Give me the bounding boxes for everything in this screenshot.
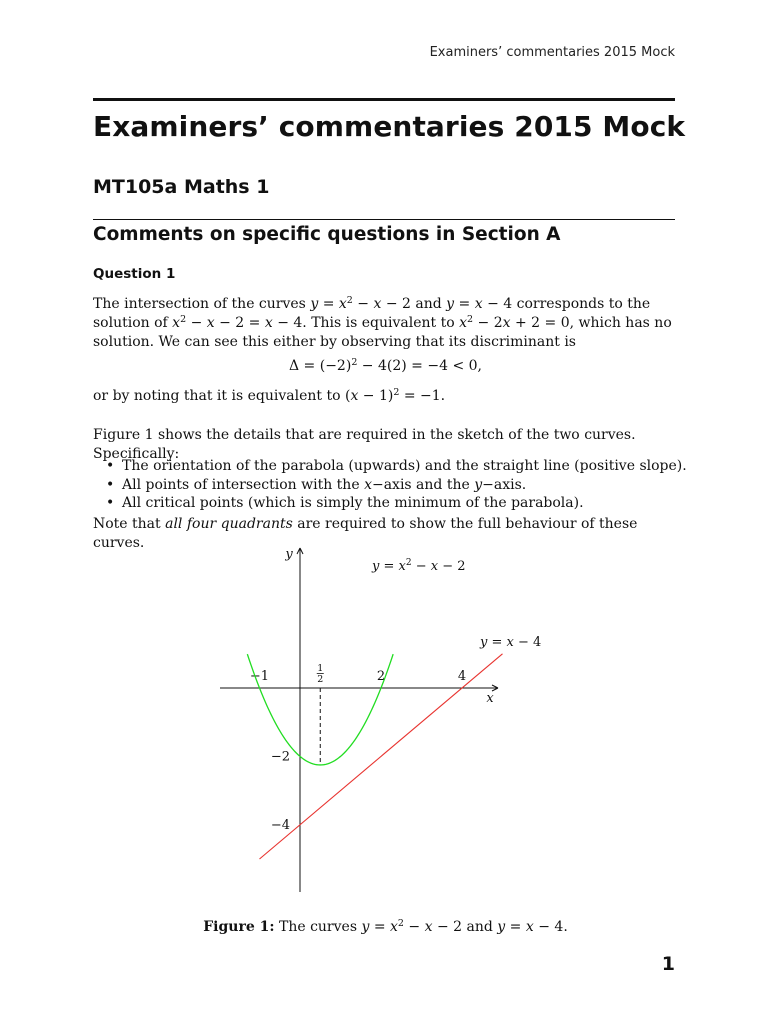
paragraph-equivalent: or by noting that it is equivalent to $(x - 1)^2 = -1$. <box>93 387 446 404</box>
y-tick-label: −2 <box>270 749 290 765</box>
x-tick-label: 4 <box>457 669 467 684</box>
function-plot <box>200 540 560 900</box>
x-tick-label: −1 <box>249 669 270 684</box>
x-axis-label: x <box>486 691 494 706</box>
section-rule <box>93 219 675 220</box>
paragraph-quadrants: Note that all four quadrants are required to show the full behaviour of these curves. <box>93 516 638 551</box>
paragraph-figure-intro: Figure 1 shows the details that are required in the sketch of the two curves. Specifically: <box>93 427 636 462</box>
running-header: Examiners’ commentaries 2015 Mock <box>429 45 675 60</box>
discriminant-equation: $\Delta = (-2)^2 - 4(2) = -4 < 0$, <box>289 357 482 374</box>
header-rule <box>93 98 675 101</box>
figure-caption: Figure 1: The curves $y = x^2 - x - 2$ and y = x − 4. <box>203 918 568 935</box>
list-item: • The orientation of the parabola (upwards) and the straight line (positive slope). <box>106 457 687 476</box>
paragraph-intersection: The intersection of the curves $y = x^2 - x - 2$ and y = x − 4 corresponds to the solution of $x^2 - x - 2 = x - 4$. This is equivalent to $x^2 - 2x + 2 = 0$, which has no solution. We can see this either by observing that its discriminant is <box>93 295 672 350</box>
requirements-list <box>106 457 687 513</box>
x-tick-label: 2 <box>376 669 386 684</box>
series-label-parabola: $y = x^2 - x - 2$ <box>372 558 466 574</box>
straight-line <box>260 654 503 859</box>
series-label-line: y = x − 4 <box>480 635 542 650</box>
fraction-denominator: 2 <box>317 674 324 685</box>
x-tick-label <box>317 663 324 685</box>
list-item: • All critical points (which is simply the minimum of the parabola). <box>106 494 687 513</box>
fraction-numerator: 1 <box>317 663 324 674</box>
y-axis-label: y <box>285 547 293 562</box>
y-tick-label: −4 <box>270 817 290 833</box>
page-number: 1 <box>661 953 675 975</box>
page-title: Examiners’ commentaries 2015 Mock <box>93 110 686 143</box>
list-item: • All points of intersection with the x−axis and the y−axis. <box>106 476 687 495</box>
section-heading: Comments on specific questions in Section A <box>93 224 561 245</box>
course-subtitle: MT105a Maths 1 <box>93 176 270 198</box>
question-heading: Question 1 <box>93 266 176 282</box>
